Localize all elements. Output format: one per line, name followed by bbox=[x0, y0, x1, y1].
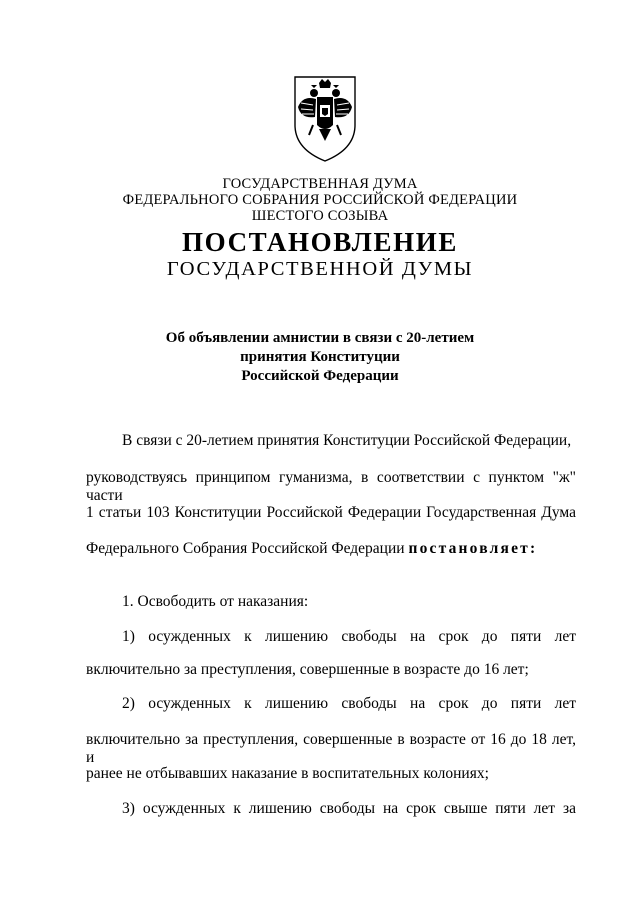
subject-line-1: Об объявлении амнистии в связи с 20-летием bbox=[165, 330, 475, 346]
resolves-keyword: постановляет: bbox=[408, 540, 538, 557]
item-1: 1. Освободить от наказания: bbox=[122, 593, 309, 610]
subitem-2-line-3: ранее не отбывавших наказание в воспитательных колониях; bbox=[86, 765, 489, 782]
paragraph-1-line-3: 1 статьи 103 Конституции Российской Федерации Государственная Дума bbox=[86, 504, 576, 521]
subitem-1-line-2: включительно за преступления, совершенные в возрасте до 16 лет; bbox=[86, 661, 529, 678]
document-title: ПОСТАНОВЛЕНИЕ bbox=[182, 227, 458, 257]
subitem-2-line-1: 2) осужденных к лишению свободы на срок до пяти лет bbox=[122, 695, 576, 712]
paragraph-1-line-1: В связи с 20-летием принятия Конституции Российской Федерации, bbox=[122, 432, 572, 449]
coat-of-arms-icon bbox=[289, 73, 361, 163]
header-block bbox=[0, 176, 640, 224]
document-subtitle: ГОСУДАРСТВЕННОЙ ДУМЫ bbox=[166, 258, 474, 280]
subitem-1-line-1: 1) осужденных к лишению свободы на срок до пяти лет bbox=[122, 628, 576, 645]
subitem-3-line-1: 3) осужденных к лишению свободы на срок свыше пяти лет за bbox=[122, 800, 576, 817]
paragraph-1-line-2: руководствуясь принципом гуманизма, в соответствии с пунктом "ж" части bbox=[86, 469, 576, 504]
subject-line-2: принятия Конституции bbox=[240, 349, 400, 365]
header-line-1: ГОСУДАРСТВЕННАЯ ДУМА bbox=[222, 176, 418, 192]
document-subject bbox=[0, 329, 640, 386]
subject-line-3: Российской Федерации bbox=[241, 368, 399, 384]
subitem-2-line-2: включительно за преступления, совершенные в возрасте от 16 до 18 лет, и bbox=[86, 731, 576, 766]
paragraph-1-line-4 bbox=[86, 540, 537, 558]
header-line-3: ШЕСТОГО СОЗЫВА bbox=[251, 208, 389, 224]
header-line-2: ФЕДЕРАЛЬНОГО СОБРАНИЯ РОССИЙСКОЙ ФЕДЕРАЦИИ bbox=[122, 192, 518, 208]
paragraph-1-line-4-text: Федерального Собрания Российской Федерации bbox=[86, 540, 405, 557]
